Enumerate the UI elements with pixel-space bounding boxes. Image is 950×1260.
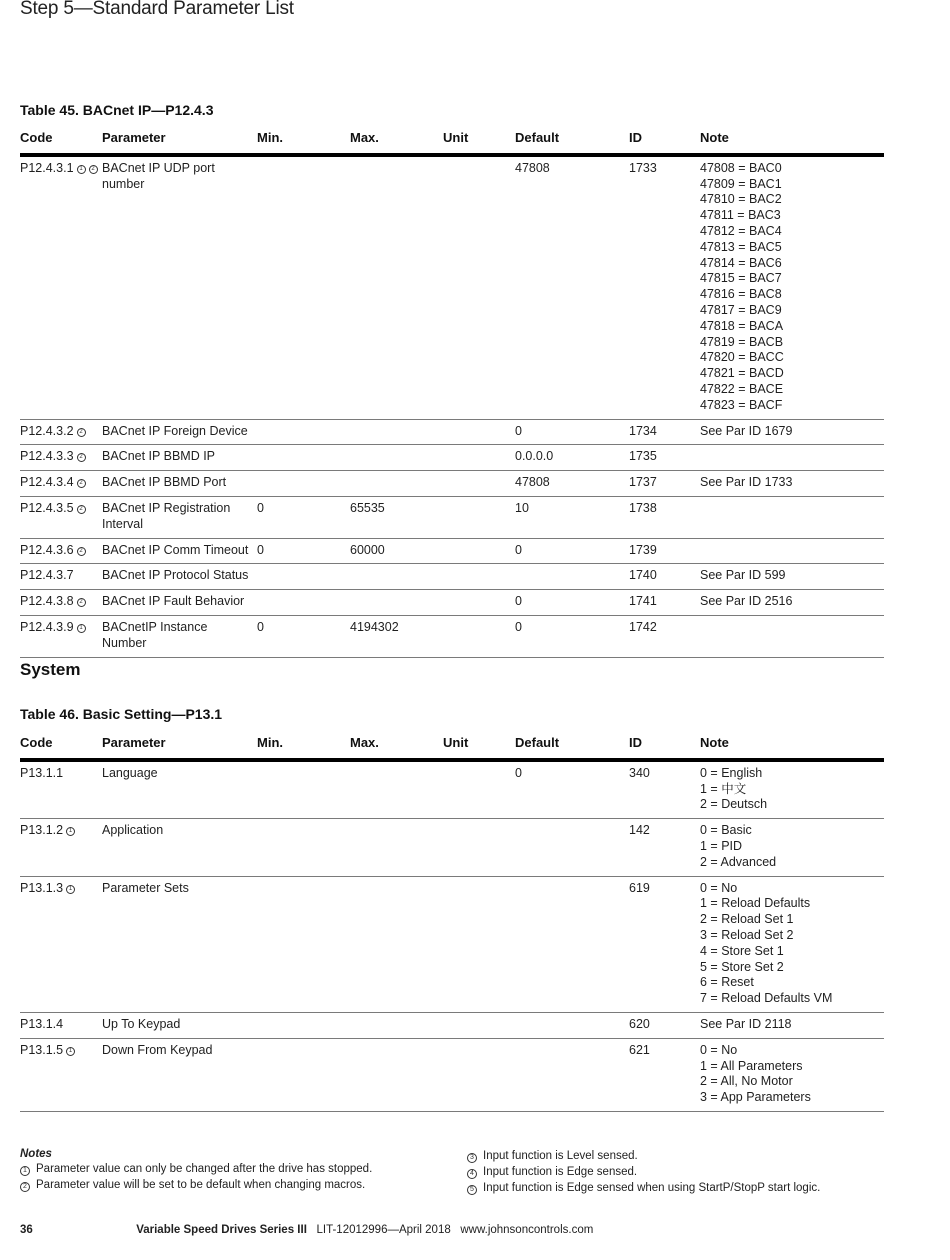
system-heading: System xyxy=(20,660,81,679)
cell-code xyxy=(20,615,102,657)
note-line: 1 = PID xyxy=(700,838,743,853)
cell-note xyxy=(700,876,884,1012)
cell-min xyxy=(257,419,350,445)
col-header-min: Min. xyxy=(257,130,350,155)
cell-max: 65535 xyxy=(350,496,443,538)
note-line: 47823 = BACF xyxy=(700,397,783,412)
footnote-marker: 5 xyxy=(467,1185,477,1195)
cell-code xyxy=(20,155,102,419)
cell-unit xyxy=(443,760,515,819)
table-row xyxy=(20,1012,884,1038)
cell-default xyxy=(515,876,629,1012)
cell-id: 1737 xyxy=(629,471,700,497)
cell-note xyxy=(700,590,884,616)
cell-id: 1739 xyxy=(629,538,700,564)
cell-min xyxy=(257,445,350,471)
note-line: 0 = English xyxy=(700,765,763,780)
cell-note xyxy=(700,538,884,564)
note-text: Parameter value will be set to be default when changing macros. xyxy=(36,1179,366,1191)
cell-code xyxy=(20,1012,102,1038)
cell-default: 47808 xyxy=(515,155,629,419)
table-46 xyxy=(20,735,884,1112)
col-header-note: Note xyxy=(700,130,884,155)
table-45 xyxy=(20,130,884,658)
cell-default: 0 xyxy=(515,615,629,657)
col-header-min: Min. xyxy=(257,735,350,760)
footnote-marker: 2 xyxy=(89,165,98,174)
table-46-caption: Table 46. Basic Setting—P13.1 xyxy=(20,706,223,722)
note-item xyxy=(467,1180,820,1196)
parameter-code: P12.4.3.1 xyxy=(20,160,74,175)
table-row xyxy=(20,538,884,564)
cell-id: 142 xyxy=(629,819,700,876)
cell-parameter: BACnetIP Instance Number xyxy=(102,615,257,657)
note-line: 47817 = BAC9 xyxy=(700,302,782,317)
cell-max xyxy=(350,760,443,819)
footnote-marker: 3 xyxy=(467,1153,477,1163)
note-line: 47814 = BAC6 xyxy=(700,255,782,270)
cell-note xyxy=(700,564,884,590)
note-text: Input function is Edge sensed when using StartP/StopP start logic. xyxy=(483,1182,821,1194)
col-header-default: Default xyxy=(515,130,629,155)
cell-id: 1738 xyxy=(629,496,700,538)
cell-unit xyxy=(443,615,515,657)
footnote-marker: 1 xyxy=(66,827,75,836)
footnote-marker: 2 xyxy=(77,598,86,607)
cell-min xyxy=(257,760,350,819)
cell-default: 0 xyxy=(515,419,629,445)
cell-parameter: BACnet IP Foreign Device xyxy=(102,419,257,445)
col-header-code: Code xyxy=(20,130,102,155)
footnote-marker: 1 xyxy=(77,165,86,174)
note-line: 47820 = BACC xyxy=(700,350,784,365)
note-text: Input function is Edge sensed. xyxy=(483,1166,638,1178)
cell-note xyxy=(700,1038,884,1111)
parameter-code: P12.4.3.5 xyxy=(20,500,74,515)
cell-code xyxy=(20,590,102,616)
cell-note xyxy=(700,496,884,538)
col-header-unit: Unit xyxy=(443,735,515,760)
cell-unit xyxy=(443,445,515,471)
note-line: 0 = No xyxy=(700,880,738,895)
note-line: See Par ID 2118 xyxy=(700,1016,792,1031)
cell-note xyxy=(700,471,884,497)
note-line: See Par ID 2516 xyxy=(700,594,793,609)
col-header-max: Max. xyxy=(350,130,443,155)
parameter-code: P12.4.3.6 xyxy=(20,542,74,557)
note-line: See Par ID 1733 xyxy=(700,475,793,490)
parameter-code: P13.1.1 xyxy=(20,765,64,780)
parameter-code: P13.1.4 xyxy=(20,1016,64,1031)
cell-max xyxy=(350,155,443,419)
notes-right-column xyxy=(467,1148,820,1196)
footnote-marker: 2 xyxy=(20,1182,30,1192)
cell-code xyxy=(20,471,102,497)
cell-code xyxy=(20,1038,102,1111)
col-header-id: ID xyxy=(629,130,700,155)
note-line: 2 = Advanced xyxy=(700,854,777,869)
parameter-code: P13.1.2 xyxy=(20,823,64,838)
cell-min xyxy=(257,819,350,876)
note-item xyxy=(467,1148,820,1164)
col-header-max: Max. xyxy=(350,735,443,760)
cell-min: 0 xyxy=(257,538,350,564)
cell-code xyxy=(20,819,102,876)
parameter-code: P12.4.3.8 xyxy=(20,594,74,609)
cell-note xyxy=(700,155,884,419)
notes-left-column xyxy=(20,1148,372,1193)
parameter-code: P12.4.3.4 xyxy=(20,475,74,490)
footnote-marker: 2 xyxy=(77,547,86,556)
cell-default: 10 xyxy=(515,496,629,538)
table-row xyxy=(20,419,884,445)
note-item xyxy=(467,1164,820,1180)
cell-max xyxy=(350,1012,443,1038)
page-header: Step 5—Standard Parameter List xyxy=(20,0,294,19)
table-header-row xyxy=(20,130,884,155)
cell-min xyxy=(257,876,350,1012)
cell-unit xyxy=(443,538,515,564)
note-line: 47811 = BAC3 xyxy=(700,208,781,223)
cell-default: 47808 xyxy=(515,471,629,497)
cell-code xyxy=(20,876,102,1012)
cell-min xyxy=(257,471,350,497)
note-line: 47813 = BAC5 xyxy=(700,239,782,254)
note-line: 2 = All, No Motor xyxy=(700,1074,793,1089)
cell-note xyxy=(700,419,884,445)
note-line: 47819 = BACB xyxy=(700,334,784,349)
note-line: 3 = App Parameters xyxy=(700,1090,811,1105)
note-line: 47812 = BAC4 xyxy=(700,223,782,238)
cell-default: 0 xyxy=(515,760,629,819)
cell-parameter: BACnet IP Comm Timeout xyxy=(102,538,257,564)
cell-parameter: BACnet IP Registration Interval xyxy=(102,496,257,538)
cell-id: 1733 xyxy=(629,155,700,419)
table-row xyxy=(20,564,884,590)
cell-unit xyxy=(443,819,515,876)
table-header-row xyxy=(20,735,884,760)
table-row xyxy=(20,155,884,419)
cell-min xyxy=(257,1038,350,1111)
page-number: 36 xyxy=(20,1224,33,1236)
table-row xyxy=(20,1038,884,1111)
note-line: 3 = Reload Set 2 xyxy=(700,927,794,942)
table-row xyxy=(20,876,884,1012)
col-header-parameter: Parameter xyxy=(102,130,257,155)
cell-default: 0 xyxy=(515,590,629,616)
note-line: 6 = Reset xyxy=(700,975,754,990)
cell-id: 340 xyxy=(629,760,700,819)
cell-default xyxy=(515,819,629,876)
cell-default xyxy=(515,564,629,590)
note-line: 47810 = BAC2 xyxy=(700,192,782,207)
cell-parameter: BACnet IP Fault Behavior xyxy=(102,590,257,616)
cell-parameter: Down From Keypad xyxy=(102,1038,257,1111)
cell-min xyxy=(257,564,350,590)
note-line: See Par ID 599 xyxy=(700,568,786,583)
cell-code xyxy=(20,760,102,819)
cell-id: 1742 xyxy=(629,615,700,657)
footer-doc-id: LIT-12012996—April 2018 xyxy=(316,1224,451,1236)
cell-max xyxy=(350,564,443,590)
footnote-marker: 2 xyxy=(77,428,86,437)
col-header-parameter: Parameter xyxy=(102,735,257,760)
cell-id: 1741 xyxy=(629,590,700,616)
col-header-unit: Unit xyxy=(443,130,515,155)
note-line: 1 = 中文 xyxy=(700,781,747,796)
note-line: 4 = Store Set 1 xyxy=(700,943,784,958)
cell-min xyxy=(257,590,350,616)
cell-code xyxy=(20,538,102,564)
cell-max xyxy=(350,876,443,1012)
footer-website[interactable]: www.johnsoncontrols.com xyxy=(460,1224,594,1236)
cell-min: 0 xyxy=(257,615,350,657)
note-line: See Par ID 1679 xyxy=(700,423,793,438)
parameter-code: P12.4.3.3 xyxy=(20,449,74,464)
note-line: 2 = Deutsch xyxy=(700,797,768,812)
cell-parameter: Language xyxy=(102,760,257,819)
cell-parameter: BACnet IP BBMD Port xyxy=(102,471,257,497)
cell-unit xyxy=(443,496,515,538)
cell-default xyxy=(515,1038,629,1111)
table-row xyxy=(20,590,884,616)
cell-min: 0 xyxy=(257,496,350,538)
col-header-default: Default xyxy=(515,735,629,760)
cell-unit xyxy=(443,155,515,419)
cell-id: 1734 xyxy=(629,419,700,445)
note-line: 47821 = BACD xyxy=(700,366,784,381)
note-text: Parameter value can only be changed after the drive has stopped. xyxy=(36,1163,373,1175)
table-45-body xyxy=(20,155,884,657)
note-line: 47822 = BACE xyxy=(700,381,784,396)
cell-max xyxy=(350,419,443,445)
footnote-marker: 2 xyxy=(77,479,86,488)
col-header-id: ID xyxy=(629,735,700,760)
cell-unit xyxy=(443,419,515,445)
cell-max xyxy=(350,590,443,616)
cell-parameter: BACnet IP UDP port number xyxy=(102,155,257,419)
cell-note xyxy=(700,760,884,819)
cell-note xyxy=(700,819,884,876)
cell-default: 0 xyxy=(515,538,629,564)
note-line: 1 = All Parameters xyxy=(700,1058,803,1073)
cell-note xyxy=(700,445,884,471)
cell-id: 619 xyxy=(629,876,700,1012)
footnote-marker: 1 xyxy=(66,885,75,894)
note-item xyxy=(20,1177,372,1193)
cell-unit xyxy=(443,1038,515,1111)
footer-series: Variable Speed Drives Series III xyxy=(136,1224,307,1236)
parameter-code: P12.4.3.7 xyxy=(20,568,74,583)
table-row xyxy=(20,819,884,876)
cell-default xyxy=(515,1012,629,1038)
note-line: 47818 = BACA xyxy=(700,318,784,333)
note-line: 2 = Reload Set 1 xyxy=(700,912,794,927)
cell-note xyxy=(700,615,884,657)
table-row xyxy=(20,496,884,538)
footnote-marker: 2 xyxy=(77,453,86,462)
table-row xyxy=(20,471,884,497)
table-45-caption: Table 45. BACnet IP—P12.4.3 xyxy=(20,102,214,118)
cell-code xyxy=(20,496,102,538)
note-line: 1 = Reload Defaults xyxy=(700,896,811,911)
cell-min xyxy=(257,1012,350,1038)
parameter-code: P13.1.3 xyxy=(20,880,64,895)
cell-code xyxy=(20,564,102,590)
cell-max: 60000 xyxy=(350,538,443,564)
cell-parameter: Up To Keypad xyxy=(102,1012,257,1038)
cell-max xyxy=(350,1038,443,1111)
note-text: Input function is Level sensed. xyxy=(483,1150,638,1162)
table-row xyxy=(20,615,884,657)
cell-parameter: Application xyxy=(102,819,257,876)
cell-min xyxy=(257,155,350,419)
cell-id: 1735 xyxy=(629,445,700,471)
parameter-code: P12.4.3.2 xyxy=(20,423,74,438)
col-header-note: Note xyxy=(700,735,884,760)
notes-title: Notes xyxy=(20,1148,52,1160)
note-item xyxy=(20,1161,372,1177)
parameter-code: P12.4.3.9 xyxy=(20,619,74,634)
cell-unit xyxy=(443,564,515,590)
cell-unit xyxy=(443,1012,515,1038)
parameter-code: P13.1.5 xyxy=(20,1042,64,1057)
cell-max xyxy=(350,471,443,497)
note-line: 47809 = BAC1 xyxy=(700,176,782,191)
cell-unit xyxy=(443,590,515,616)
note-line: 7 = Reload Defaults VM xyxy=(700,991,833,1006)
note-line: 47808 = BAC0 xyxy=(700,160,782,175)
footnote-marker: 4 xyxy=(467,1169,477,1179)
cell-max xyxy=(350,819,443,876)
cell-id: 620 xyxy=(629,1012,700,1038)
page-footer xyxy=(20,1224,593,1236)
footnote-marker: 1 xyxy=(20,1166,30,1176)
note-line: 47815 = BAC7 xyxy=(700,271,782,286)
cell-unit xyxy=(443,876,515,1012)
cell-parameter: Parameter Sets xyxy=(102,876,257,1012)
note-line: 0 = No xyxy=(700,1042,738,1057)
footnote-marker: 1 xyxy=(77,624,86,633)
table-46-body xyxy=(20,760,884,1112)
cell-max xyxy=(350,445,443,471)
cell-default: 0.0.0.0 xyxy=(515,445,629,471)
col-header-code: Code xyxy=(20,735,102,760)
cell-unit xyxy=(443,471,515,497)
footnote-marker: 2 xyxy=(77,505,86,514)
footnote-marker: 1 xyxy=(66,1047,75,1056)
cell-id: 1740 xyxy=(629,564,700,590)
table-row xyxy=(20,760,884,819)
table-row xyxy=(20,445,884,471)
cell-code xyxy=(20,445,102,471)
note-line: 47816 = BAC8 xyxy=(700,287,782,302)
cell-id: 621 xyxy=(629,1038,700,1111)
cell-code xyxy=(20,419,102,445)
note-line: 5 = Store Set 2 xyxy=(700,959,784,974)
cell-note xyxy=(700,1012,884,1038)
note-line: 0 = Basic xyxy=(700,823,752,838)
cell-max: 4194302 xyxy=(350,615,443,657)
cell-parameter: BACnet IP Protocol Status xyxy=(102,564,257,590)
cell-parameter: BACnet IP BBMD IP xyxy=(102,445,257,471)
